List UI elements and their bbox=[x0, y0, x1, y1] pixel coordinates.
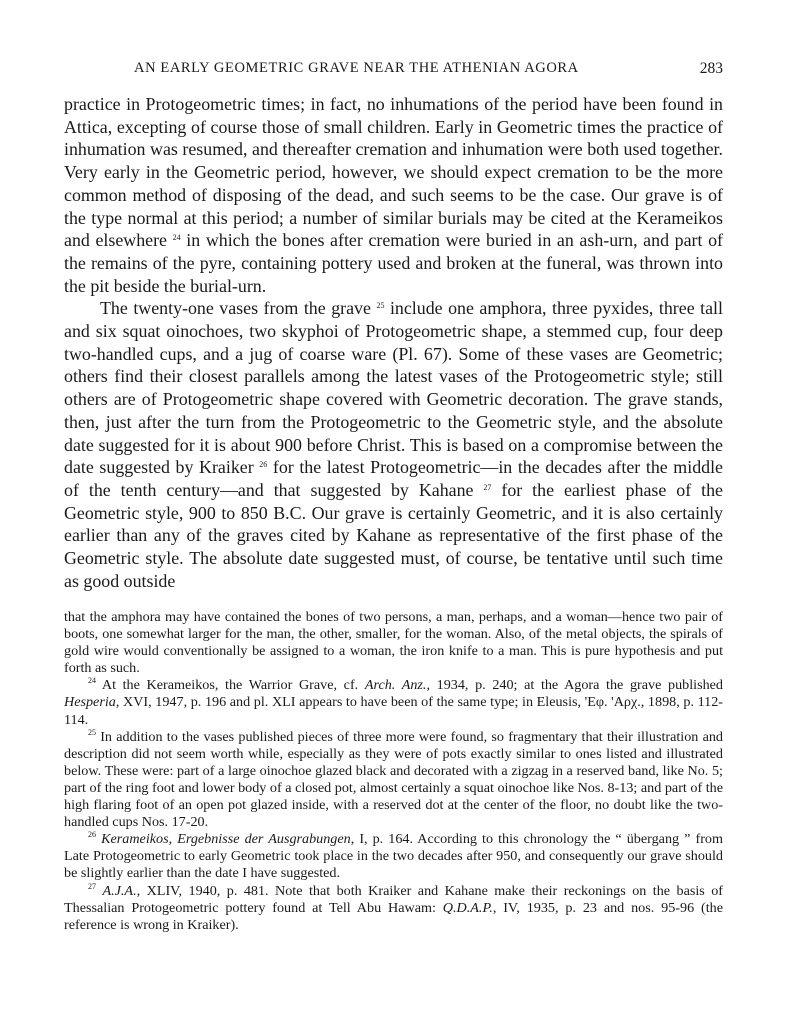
paragraph-2 bbox=[64, 297, 723, 592]
footnote-ref-24: 24 bbox=[172, 233, 181, 243]
paragraph-1-text-b: in which the bones after cremation were buried in an ash-urn, and part of the remains of the pyre, containing pottery used and broken at the funeral, was thrown into the pit beside the burial-urn. bbox=[64, 230, 723, 296]
footnote-24-text-a: At the Kerameikos, the Warrior Grave, cf. bbox=[96, 677, 365, 694]
paragraph-2-text-c: for the latest Protogeometric—in the decades after the middle of the tenth century—and that suggested by Kahane bbox=[64, 457, 723, 500]
footnote-25 bbox=[64, 729, 723, 832]
paragraph-1-text-a: practice in Protogeometric times; in fact, no inhumations of the period have been found in Attica, excepting of course those of small children. Early in Geometric times the practice of inhumation was resumed, and thereafter cremation and inhumation were both used together. Very early in the Geometric period, however, we should expect cremation to be the more common method of disposing of the dead, and such seems to be the case. Our grave is of the type normal at this period; a number of similar burials may be cited at the Kerameikos and elsewhere bbox=[64, 94, 723, 251]
footnote-24-text-b: , 1934, p. 240; at the Agora the grave published bbox=[426, 677, 723, 694]
footnote-27-text-a: , XLIV, 1940, p. 481. Note that both Kraiker and Kahane make their reckonings on the basis of Thessalian Protogeometric pottery found at Tell Abu Hawam: bbox=[64, 882, 723, 916]
footnote-26-number: 26 bbox=[88, 830, 96, 840]
footnote-27 bbox=[64, 883, 723, 934]
footnote-continuation: that the amphora may have contained the bones of two persons, a man, perhaps, and a woman—hence two pair of boots, one somewhat larger for the man, the other, smaller, for the woman. Also, of the metal objects, the spirals of gold wire would conventionally be assigned to a woman, the iron knife to a man. This is pure hypothesis and put forth as such. bbox=[64, 609, 723, 677]
paragraph-2-text-b: include one amphora, three pyxides, three tall and six squat oinochoes, two skyphoi of Protogeometric shape, a stemmed cup, four deep two-handled cups, and a jug of coarse ware (Pl. 67). Some of these vases are Geometric; others find their closest parallels among the latest vases of the Protogeometric style; still others are of Protogeometric shape covered with Geometric decoration. The grave stands, then, just after the turn from the Protogeometric to the Geometric style, and the absolute date suggested for it is about 900 before Christ. This is based on a compromise between the date suggested by Kraiker bbox=[64, 298, 723, 478]
footnote-27-journal-1: A.J.A. bbox=[102, 882, 137, 899]
paragraph-2-text-d: for the earliest phase of the Geometric style, 900 to 850 B.C. Our grave is certainly Geometric, and it is also certainly earlier than any of the graves cited by Kahane as representative of the first phase of the Geometric style. The absolute date suggested must, of course, be tentative until such time as good outside bbox=[64, 479, 723, 591]
paragraph-1 bbox=[64, 93, 723, 297]
running-title: AN EARLY GEOMETRIC GRAVE NEAR THE ATHENIAN AGORA bbox=[134, 60, 579, 76]
footnote-27-number: 27 bbox=[88, 881, 96, 891]
footnotes bbox=[64, 609, 723, 934]
footnote-24-journal-2: Hesperia bbox=[64, 694, 116, 711]
footnote-27-text-b: , IV, 1935, p. 23 and nos. 95-96 (the reference is wrong in Kraiker). bbox=[64, 899, 723, 933]
footnote-24-number: 24 bbox=[88, 676, 96, 686]
page-header bbox=[64, 60, 723, 82]
footnote-25-number: 25 bbox=[88, 727, 96, 737]
footnote-26-text: , I, p. 164. According to this chronology the “ übergang ” from Late Protogeometric to early Geometric took place in the two decades after 950, and consequently our grave should be slightly earlier than the date I have suggested. bbox=[64, 831, 723, 882]
footnote-24 bbox=[64, 677, 723, 728]
footnote-26 bbox=[64, 831, 723, 882]
footnote-25-text: In addition to the vases published pieces of three more were found, so fragmentary that their illustration and description did not seem worth while, especially as they were of pots exactly similar to ones listed and illustrated below. These were: part of a large oinochoe glazed black and decorated with a zigzag in a reserved band, like No. 5; part of the ring foot and lower body of a closed pot, almost certainly a squat oinochoe like Nos. 8-13; and part of the high flaring foot of an open pot glazed inside, with a reserved dot at the center of the floor, no doubt like the two-handled cups Nos. 17-20. bbox=[64, 728, 723, 831]
main-text bbox=[64, 93, 723, 592]
footnote-ref-26: 26 bbox=[259, 460, 268, 470]
paragraph-2-text-a: The twenty-one vases from the grave bbox=[100, 298, 371, 319]
footnote-ref-27: 27 bbox=[483, 482, 492, 492]
footnote-24-text-c: , XVI, 1947, p. 196 and pl. XLI appears to have been of the same type; in Eleusis, 'Εφ. 'Αρχ., 1898, p. 112-114. bbox=[64, 694, 723, 728]
footnote-26-title: Kerameikos, Ergebnisse der Ausgrabungen bbox=[101, 831, 351, 848]
page-number: 283 bbox=[699, 60, 723, 77]
footnote-ref-25: 25 bbox=[376, 301, 385, 311]
footnote-24-journal-1: Arch. Anz. bbox=[364, 677, 427, 694]
footnote-27-journal-2: Q.D.A.P. bbox=[442, 899, 493, 916]
